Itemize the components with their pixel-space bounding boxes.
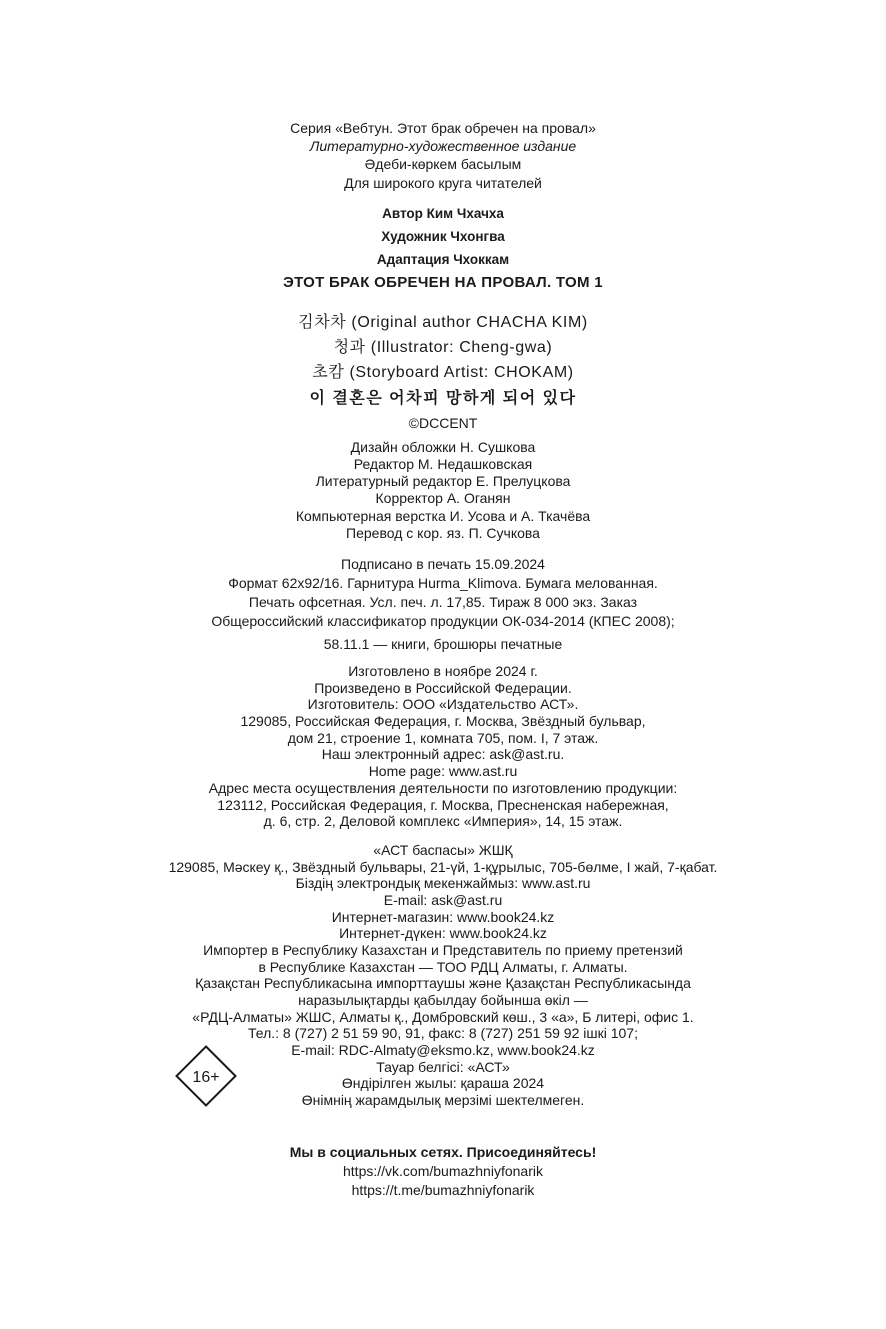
- manufacturer-line: Изготовлено в ноябре 2024 г.: [348, 663, 538, 679]
- print-info-line: Печать офсетная. Усл. печ. л. 17,85. Тираж 8 000 экз. Заказ: [248, 594, 638, 610]
- print-info-line: Подписано в печать 15.09.2024: [341, 556, 545, 572]
- kazakh-line: Импортер в Республику Казахстан и Представитель по приему претензий: [203, 942, 683, 958]
- print-info-line: 58.11.1 — книги, брошюры печатные: [323, 636, 563, 652]
- manufacturer-line: Home page: www.ast.ru: [368, 763, 518, 779]
- author-credit: Автор Ким Чхачха: [382, 206, 504, 221]
- original-illustrator-line: 청과 (Illustrator: Cheng-gwa): [333, 339, 553, 356]
- kazakh-line: Өнімнің жарамдылық мерзімі шектелмеген.: [301, 1092, 585, 1108]
- manufacturer-line: Изготовитель: ООО «Издательство АСТ».: [307, 696, 579, 712]
- print-info-line: Общероссийский классификатор продукции ОК-034-2014 (КПЕС 2008);: [211, 613, 675, 629]
- social-link-vk[interactable]: https://vk.com/bumazhniyfonarik: [343, 1163, 543, 1179]
- manufacturer-line: д. 6, стр. 2, Деловой комплекс «Империя», 14, 15 этаж.: [263, 813, 623, 829]
- print-info-line: Формат 62х92/16. Гарнитура Hurma_Klimova. Бумага мелованная.: [228, 575, 658, 591]
- staff-line: Редактор М. Недашковская: [353, 456, 533, 472]
- kazakh-line: 129085, Мәскеу қ., Звёздный бульвары, 21-үй, 1-құрылыс, 705-бөлме, I жай, 7-қабат.: [168, 859, 718, 875]
- staff-line: Дизайн обложки Н. Сушкова: [350, 439, 536, 455]
- kazakh-line: E-mail: ask@ast.ru: [383, 892, 503, 908]
- kazakh-line: Қазақстан Республикасына импорттаушы және Қазақстан Республикасында: [195, 975, 691, 991]
- manufacturer-line: 129085, Российская Федерация, г. Москва, Звёздный бульвар,: [240, 713, 646, 729]
- kazakh-line: в Республике Казахстан — ТОО РДЦ Алматы, г. Алматы.: [258, 959, 628, 975]
- kazakh-line: «АСТ баспасы» ЖШҚ: [373, 842, 513, 858]
- staff-line: Корректор А. Оганян: [375, 490, 511, 506]
- original-title: 이 결혼은 어차피 망하게 되어 있다: [309, 390, 577, 407]
- manufacturer-line: Наш электронный адрес: ask@ast.ru.: [321, 746, 565, 762]
- manufacturer-line: Адрес места осуществления деятельности по изготовлению продукции:: [208, 780, 678, 796]
- staff-line: Компьютерная верстка И. Усова и А. Ткачёва: [295, 508, 591, 524]
- kazakh-line: Тауар белгісі: «АСТ»: [376, 1059, 510, 1075]
- kazakh-line: «РДЦ-Алматы» ЖШС, Алматы қ., Домбровский көш., 3 «а», Б литері, офис 1.: [192, 1009, 694, 1025]
- age-rating-label: 16+: [192, 1069, 220, 1086]
- copyright-line: ©DCCENT: [408, 415, 478, 431]
- original-storyboard-line: 초캄 (Storyboard Artist: CHOKAM): [312, 364, 574, 381]
- social-link-telegram[interactable]: https://t.me/bumazhniyfonarik: [351, 1182, 535, 1198]
- artist-credit: Художник Чхонгва: [381, 229, 505, 244]
- staff-line: Литературный редактор Е. Прелуцкова: [315, 473, 571, 489]
- kazakh-line: Біздің электрондық мекенжаймыз: www.ast.ru: [295, 875, 591, 891]
- kazakh-line: E-mail: RDC-Almaty@eksmo.kz, www.book24.kz: [291, 1042, 595, 1058]
- social-heading: Мы в социальных сетях. Присоединяйтесь!: [289, 1144, 597, 1160]
- kazakh-line: Өндірілген жылы: қараша 2024: [341, 1075, 545, 1091]
- manufacturer-line: дом 21, строение 1, комната 705, пом. I, 7 этаж.: [287, 730, 599, 746]
- kazakh-line: Тел.: 8 (727) 2 51 59 90, 91, факс: 8 (727) 251 59 92 ішкі 107;: [248, 1025, 638, 1041]
- edition-type-kazakh: Әдеби-көркем басылым: [364, 156, 522, 172]
- staff-line: Перевод с кор. яз. П. Сучкова: [346, 525, 540, 541]
- manufacturer-line: Произведено в Российской Федерации.: [314, 680, 572, 696]
- adaptation-credit: Адаптация Чхоккам: [376, 252, 510, 267]
- edition-type: Литературно-художественное издание: [309, 138, 577, 154]
- series-line: Серия «Вебтун. Этот брак обречен на провал»: [290, 120, 596, 136]
- manufacturer-line: 123112, Российская Федерация, г. Москва, Пресненская набережная,: [217, 797, 669, 813]
- kazakh-line: наразылықтарды қабылдау бойынша өкіл —: [298, 992, 588, 1008]
- audience-line: Для широкого круга читателей: [344, 175, 542, 191]
- book-title: ЭТОТ БРАК ОБРЕЧЕН НА ПРОВАЛ. ТОМ 1: [283, 274, 603, 291]
- age-rating-badge: [175, 1045, 237, 1107]
- kazakh-line: Интернет-дүкен: www.book24.kz: [339, 925, 547, 941]
- original-author-line: 김차차 (Original author CHACHA KIM): [298, 314, 588, 331]
- kazakh-line: Интернет-магазин: www.book24.kz: [331, 909, 555, 925]
